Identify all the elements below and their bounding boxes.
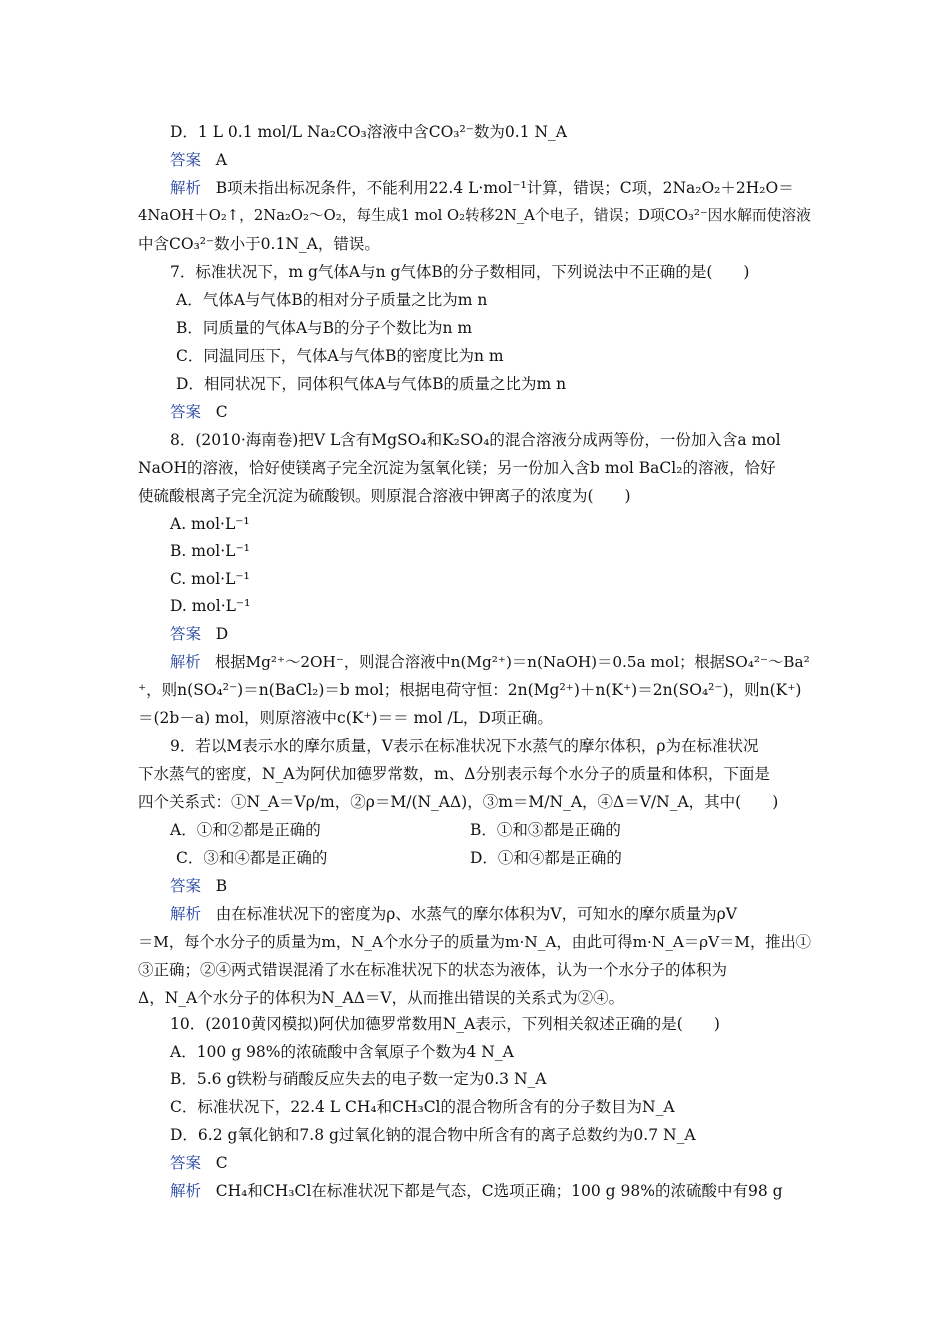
q8-option-a: A. mol·L⁻¹ — [170, 515, 250, 533]
answer-label: 答案 — [170, 151, 202, 169]
q8-answer — [170, 624, 228, 644]
answer-value: D — [215, 625, 229, 643]
q7-option-d: D．相同状况下，同体积气体A与气体B的质量之比为m n — [176, 375, 567, 393]
answer-label: 答案 — [170, 1154, 202, 1172]
analysis-text: 根据Mg²⁺～2OH⁻，则混合溶液中n(Mg²⁺)＝n(NaOH)＝0.5a mol；根据SO₄²⁻～Ba² — [215, 653, 810, 671]
q6-analysis-line-2: 4NaOH＋O₂↑，2Na₂O₂～O₂，每生成1 mol O₂转移2N_A个电子，错误；D项CO₃²⁻因水解而使溶液 — [138, 207, 811, 224]
q7-option-a: A．气体A与气体B的相对分子质量之比为m n — [176, 291, 488, 309]
q6-analysis-line-1 — [170, 178, 794, 198]
q10-option-c: C．标准状况下，22.4 L CH₄和CH₃Cl的混合物所含有的分子数目为N_A — [170, 1098, 675, 1116]
q9-stem-line-1: 9．若以M表示水的摩尔质量，V表示在标准状况下水蒸气的摩尔体积，ρ为在标准状况 — [170, 737, 759, 755]
q9-answer — [170, 876, 227, 896]
q6-option-d: D．1 L 0.1 mol/L Na₂CO₃溶液中含CO₃²⁻数为0.1 N_A — [170, 123, 567, 141]
q8-option-b: B. mol·L⁻¹ — [170, 542, 250, 560]
q6-answer — [170, 150, 227, 170]
q10-analysis-line-1 — [170, 1181, 783, 1201]
q7-answer — [170, 402, 228, 422]
answer-label: 答案 — [170, 403, 202, 421]
q10-option-b: B．5.6 g铁粉与硝酸反应失去的电子数一定为0.3 N_A — [170, 1070, 547, 1088]
answer-value: B — [215, 877, 228, 895]
q7-option-b: B．同质量的气体A与B的分子个数比为n m — [176, 319, 473, 337]
q10-option-a: A．100 g 98%的浓硫酸中含氧原子个数为4 N_A — [170, 1043, 514, 1061]
q9-option-c: C．③和④都是正确的 — [176, 849, 328, 867]
q7-stem: 7．标准状况下，m g气体A与n g气体B的分子数相同，下列说法中不正确的是( ) — [170, 263, 750, 281]
q9-stem-line-2: 下水蒸气的密度，N_A为阿伏加德罗常数，m、Δ分别表示每个水分子的质量和体积，下面是 — [138, 765, 770, 783]
q9-analysis-line-3: ③正确；②④两式错误混淆了水在标准状况下的状态为液体，认为一个水分子的体积为 — [138, 961, 728, 979]
answer-label: 答案 — [170, 625, 202, 643]
q9-option-a: A．①和②都是正确的 — [170, 821, 321, 839]
analysis-label: 解析 — [170, 905, 202, 923]
q9-option-b: B．①和③都是正确的 — [470, 821, 621, 839]
analysis-text: CH₄和CH₃Cl在标准状况下都是气态，C选项正确；100 g 98%的浓硫酸中有98 g — [215, 1182, 783, 1200]
answer-label: 答案 — [170, 877, 202, 895]
answer-value: C — [215, 1154, 228, 1172]
q8-option-d: D. mol·L⁻¹ — [170, 597, 251, 615]
q10-stem: 10．(2010黄冈模拟)阿伏加德罗常数用N_A表示，下列相关叙述正确的是( ) — [170, 1015, 720, 1033]
answer-value: A — [215, 151, 227, 169]
q6-analysis-line-3: 中含CO₃²⁻数小于0.1N_A，错误。 — [138, 235, 380, 253]
q8-analysis-line-1 — [170, 652, 810, 672]
q8-analysis-line-2: ⁺，则n(SO₄²⁻)＝n(BaCl₂)＝b mol；根据电荷守恒：2n(Mg²⁺)＋n(K⁺)＝2n(SO₄²⁻)，则n(K⁺) — [138, 681, 802, 699]
q8-stem-line-1: 8．(2010·海南卷)把V L含有MgSO₄和K₂SO₄的混合溶液分成两等份，一份加入含a mol — [170, 431, 781, 449]
q8-analysis-line-3: ＝(2b－a) mol，则原溶液中c(K⁺)＝＝ mol /L，D项正确。 — [138, 709, 553, 727]
q9-analysis-line-4: Δ，N_A个水分子的体积为N_AΔ＝V，从而推出错误的关系式为②④。 — [138, 989, 625, 1007]
q8-option-c: C. mol·L⁻¹ — [170, 570, 250, 588]
analysis-label: 解析 — [170, 653, 201, 671]
analysis-label: 解析 — [170, 1182, 202, 1200]
analysis-text: 由在标准状况下的密度为ρ、水蒸气的摩尔体积为V，可知水的摩尔质量为ρV — [215, 905, 737, 923]
q8-stem-line-3: 使硫酸根离子完全沉淀为硫酸钡。则原混合溶液中钾离子的浓度为( ) — [138, 487, 631, 505]
q9-analysis-line-1 — [170, 904, 737, 924]
q7-option-c: C．同温同压下，气体A与气体B的密度比为n m — [176, 347, 504, 365]
answer-value: C — [215, 403, 228, 421]
q8-stem-line-2: NaOH的溶液，恰好使镁离子完全沉淀为氢氧化镁；另一份加入含b mol BaCl₂的溶液，恰好 — [138, 459, 776, 477]
q10-option-d: D．6.2 g氧化钠和7.8 g过氧化钠的混合物中所含有的离子总数约为0.7 N_A — [170, 1126, 696, 1144]
analysis-text: B项未指出标况条件，不能利用22.4 L·mol⁻¹计算，错误；C项，2Na₂O₂＋2H₂O＝ — [215, 179, 794, 197]
q10-answer — [170, 1153, 228, 1173]
analysis-label: 解析 — [170, 179, 202, 197]
q9-option-d: D．①和④都是正确的 — [470, 849, 622, 867]
q9-stem-line-3: 四个关系式：①N_A＝Vρ/m，②ρ＝M/(N_AΔ)，③m＝M/N_A，④Δ＝V/N_A，其中( ) — [138, 793, 779, 811]
q9-analysis-line-2: ＝M，每个水分子的质量为m，N_A个水分子的质量为m·N_A，由此可得m·N_A＝ρV＝M，推出① — [138, 933, 811, 951]
